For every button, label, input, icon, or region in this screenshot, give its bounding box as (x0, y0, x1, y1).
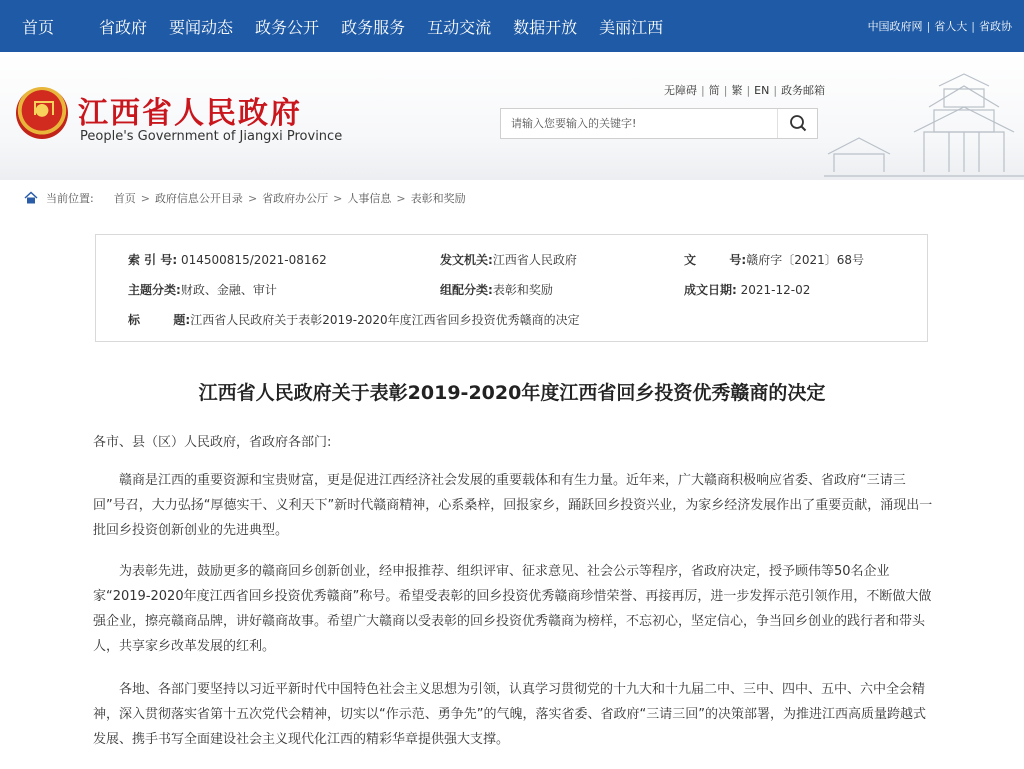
document-metadata-box (95, 234, 928, 342)
search-button[interactable] (777, 109, 817, 138)
divider: | (971, 19, 975, 33)
site-title[interactable]: 江西省人民政府 (78, 96, 302, 131)
main-menu (22, 0, 685, 52)
breadcrumb-lead: 当前位置: (46, 192, 94, 205)
link-provincial-congress[interactable]: 省人大 (934, 20, 968, 33)
nav-open-data[interactable]: 数据开放 (513, 17, 578, 37)
article-title: 江西省人民政府关于表彰2019-2020年度江西省回乡投资优秀赣商的决定 (198, 382, 826, 404)
nav-home[interactable]: 首页 (22, 17, 55, 37)
meta-issuer: 发文机关:江西省人民政府 (440, 253, 577, 267)
breadcrumb-commendation[interactable]: 表彰和奖励 (410, 192, 466, 205)
site-subtitle: People's Government of Jiangxi Province (80, 129, 343, 144)
link-china-gov[interactable]: 中国政府网 (867, 20, 923, 33)
meta-topic: 主题分类:财政、金融、审计 (128, 283, 277, 297)
breadcrumb-personnel-info[interactable]: 人事信息 (347, 192, 392, 205)
breadcrumb-info-catalog[interactable]: 政府信息公开目录 (154, 192, 243, 205)
breadcrumb-general-office[interactable]: 省政府办公厅 (262, 192, 329, 205)
search-input[interactable] (501, 109, 777, 138)
site-header (0, 52, 1024, 180)
national-emblem-icon (16, 87, 68, 139)
external-links (868, 0, 1012, 52)
nav-province-gov[interactable]: 省政府 (99, 17, 148, 37)
article-paragraph-3: 各地、各部门要坚持以习近平新时代中国特色社会主义思想为引领，认真学习贯彻党的十九大和十九届二中、三中、四中、五中、六中全会精神，深入贯彻落实省第十五次党代会精神，切实以“作示范、勇争先”的气魄，落实省委、省政府“三请三回”的决策部署，为推进江西高质量跨越式发展、携手书写全面建设社会主义现代化江西的精彩华章提供强大支撑。 (93, 682, 926, 747)
pavilion-illustration (824, 72, 1024, 180)
breadcrumb: 当前位置: 首页 > 政府信息公开目录 > 省政府办公厅 > 人事信息 > 表彰和奖励 (24, 190, 466, 206)
nav-news[interactable]: 要闻动态 (169, 17, 234, 37)
meta-group: 组配分类:表彰和奖励 (440, 283, 553, 297)
search-icon (778, 109, 818, 138)
meta-date: 成文日期: 2021-12-02 (684, 283, 811, 297)
link-simplified[interactable]: 简 (708, 84, 720, 97)
breadcrumb-home[interactable]: 首页 (113, 192, 136, 205)
article-paragraph-2: 为表彰先进，鼓励更多的赣商回乡创新创业，经申报推荐、组织评审、征求意见、社会公示等程序，省政府决定，授予顾伟等50名企业家“2019-2020年度江西省回乡投资优秀赣商”称号。希望受表彰的回乡投资优秀赣商珍惜荣誉、再接再厉，进一步发挥示范引领作用，不断做大做强企业，擦亮赣商品牌，讲好赣商故事。希望广大赣商以受表彰的回乡投资优秀赣商为榜样，不忘初心，坚定信心，争当回乡创业的践行者和带头人，共享家乡改革发展的红利。 (93, 564, 932, 654)
link-english[interactable]: EN (754, 84, 770, 97)
home-icon (24, 191, 38, 205)
nav-gov-affairs-public[interactable]: 政务公开 (255, 17, 320, 37)
nav-beautiful-jiangxi[interactable]: 美丽江西 (599, 17, 664, 37)
link-provincial-cppcc[interactable]: 省政协 (979, 20, 1012, 33)
nav-gov-services[interactable]: 政务服务 (341, 17, 406, 37)
meta-docno: 文 号:赣府字〔2021〕68号 (684, 253, 865, 267)
meta-title: 标 题:江西省人民政府关于表彰2019-2020年度江西省回乡投资优秀赣商的决定 (128, 313, 580, 327)
top-nav-bar (0, 0, 1024, 52)
search-box (500, 108, 818, 139)
meta-index: 索 引 号: 014500815/2021-08162 (128, 253, 327, 267)
link-accessibility[interactable]: 无障碍 (664, 84, 697, 97)
article-paragraph-1: 赣商是江西的重要资源和宝贵财富，更是促进江西经济社会发展的重要载体和有生力量。近年来，广大赣商积极响应省委、省政府“三请三回”号召，大力弘扬“厚德实干、义利天下”新时代赣商精神，心系桑梓，回报家乡，踊跃回乡投资兴业，为家乡经济发展作出了重要贡献，涌现出一批回乡投资创新创业的先进典型。 (93, 473, 933, 538)
article-greeting: 各市、县（区）人民政府，省政府各部门: (93, 435, 332, 450)
nav-interaction[interactable]: 互动交流 (427, 17, 492, 37)
header-utility-links: 无障碍 | 简 | 繁 | EN | 政务邮箱 (664, 84, 826, 97)
link-gov-mailbox[interactable]: 政务邮箱 (781, 84, 826, 97)
divider: | (926, 19, 931, 33)
link-traditional[interactable]: 繁 (731, 84, 743, 97)
